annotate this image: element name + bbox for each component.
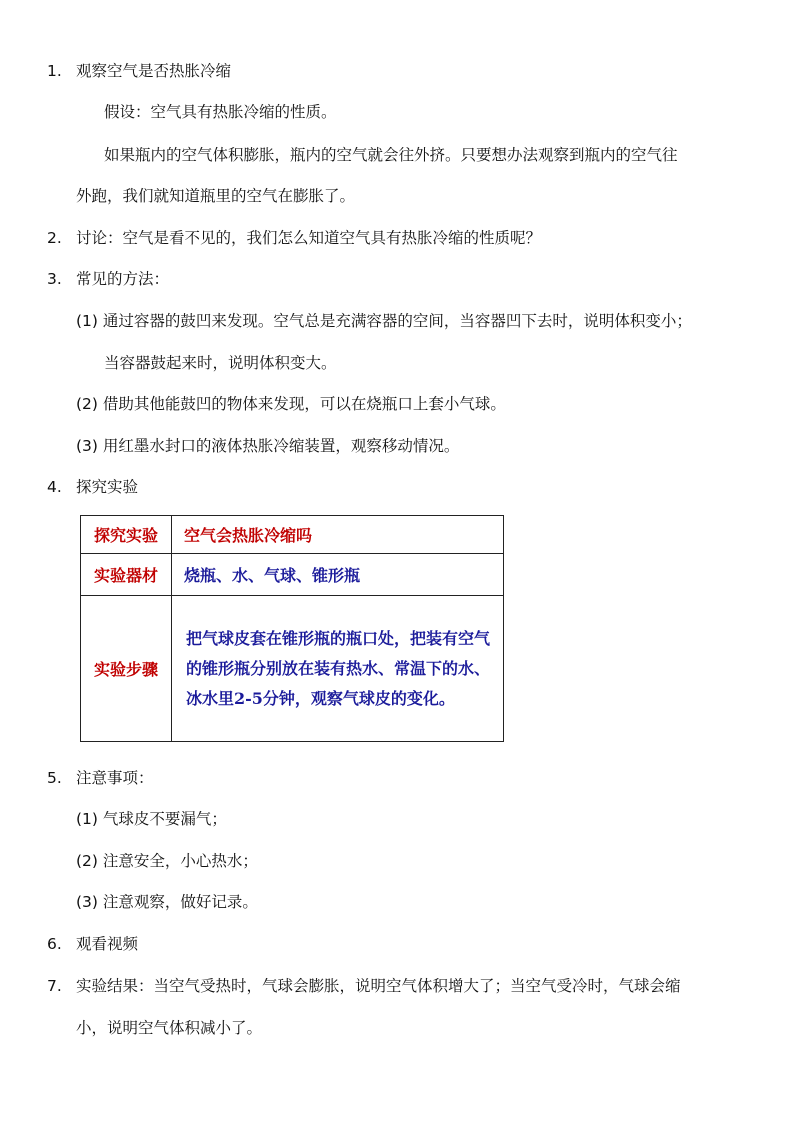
- table-value-steps: 把气球皮套在锥形瓶的瓶口处，把装有空气的锥形瓶分别放在装有热水、常温下的水、冰水里2-5分钟，观察气球皮的变化。: [172, 596, 504, 742]
- item-1-paragraph-line-1: 如果瓶内的空气体积膨胀，瓶内的空气就会往外挤。只要想办法观察到瓶内的空气往: [104, 146, 678, 164]
- item-1-paragraph-line-2: 外跑，我们就知道瓶里的空气在膨胀了。: [76, 187, 356, 205]
- table-row: [81, 516, 504, 554]
- method-3: (3) 用红墨水封口的液体热胀冷缩装置，观察移动情况。: [76, 437, 460, 455]
- table-row: [81, 596, 504, 742]
- item-3-number: 3.: [47, 270, 62, 288]
- experiment-table: [80, 515, 504, 742]
- item-2-text: 讨论：空气是看不见的，我们怎么知道空气具有热胀冷缩的性质呢？: [76, 229, 542, 247]
- method-2: (2) 借助其他能鼓凹的物体来发现，可以在烧瓶口上套小气球。: [76, 395, 506, 413]
- note-3: (3) 注意观察，做好记录。: [76, 893, 258, 911]
- table-row: [81, 554, 504, 596]
- item-5-number: 5.: [47, 769, 62, 787]
- item-6-number: 6.: [47, 935, 62, 953]
- item-1-number: 1.: [47, 62, 62, 80]
- note-2: (2) 注意安全，小心热水；: [76, 852, 258, 870]
- table-label-steps: 实验步骤: [81, 596, 172, 742]
- item-7-line-2: 小，说明空气体积减小了。: [76, 1019, 263, 1037]
- item-4-title: 探究实验: [76, 478, 139, 496]
- item-5-title: 注意事项：: [76, 769, 154, 787]
- table-value-materials: 烧瓶、水、气球、锥形瓶: [172, 554, 504, 596]
- item-1-title: 观察空气是否热胀冷缩: [76, 62, 232, 80]
- table-value-topic: 空气会热胀冷缩吗: [172, 516, 504, 554]
- table-label-materials: 实验器材: [81, 554, 172, 596]
- note-1: (1) 气球皮不要漏气；: [76, 810, 227, 828]
- item-2-number: 2.: [47, 229, 62, 247]
- item-1-hypothesis: 假设：空气具有热胀冷缩的性质。: [104, 103, 337, 121]
- table-label-topic: 探究实验: [81, 516, 172, 554]
- method-1-line-1: (1) 通过容器的鼓凹来发现。空气总是充满容器的空间，当容器凹下去时，说明体积变小；: [76, 312, 692, 330]
- item-7-line-1: 实验结果：当空气受热时，气球会膨胀，说明空气体积增大了；当空气受冷时，气球会缩: [76, 977, 681, 995]
- item-4-number: 4.: [47, 478, 62, 496]
- item-7-number: 7.: [47, 977, 62, 995]
- item-6-text: 观看视频: [76, 935, 139, 953]
- item-3-title: 常见的方法：: [76, 270, 170, 288]
- method-1-line-2: 当容器鼓起来时，说明体积变大。: [104, 354, 337, 372]
